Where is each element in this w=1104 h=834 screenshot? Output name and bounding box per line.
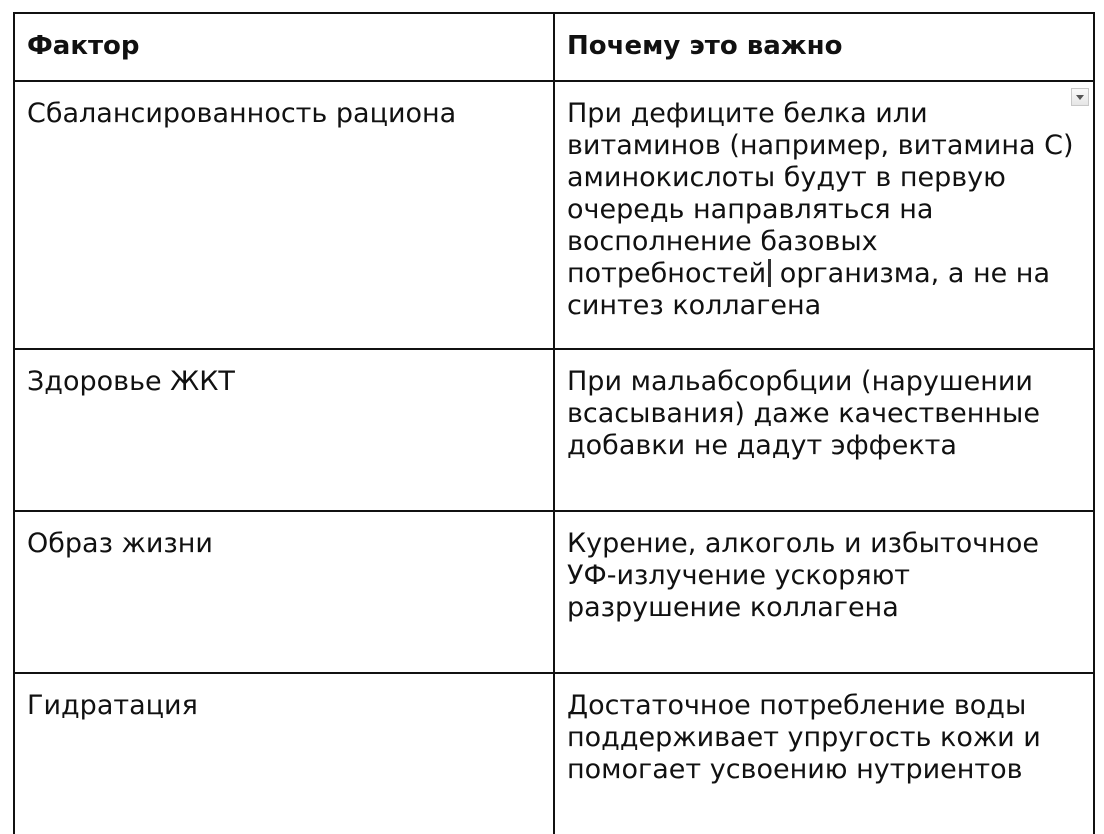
factor-cell[interactable]: Образ жизни xyxy=(14,511,554,673)
why-cell[interactable]: При мальабсорбции (нарушении всасывания) даже качественные добавки не дадут эффекта xyxy=(554,349,1094,511)
table-header-row xyxy=(14,13,1094,81)
why-cell[interactable] xyxy=(554,81,1094,349)
why-cell[interactable]: Курение, алкоголь и избыточное УФ-излучение ускоряют разрушение коллагена xyxy=(554,511,1094,673)
why-text: При дефиците белка или витаминов (например, витамина С) аминокислоты будут в первую очередь направляться на восполнение базовых потребностей xyxy=(567,98,1074,289)
table-row xyxy=(14,511,1094,673)
why-text-continued: организма, а не на синтез коллагена xyxy=(567,258,1050,321)
factor-cell[interactable]: Здоровье ЖКТ xyxy=(14,349,554,511)
header-why[interactable]: Почему это важно xyxy=(554,13,1094,81)
header-factor[interactable]: Фактор xyxy=(14,13,554,81)
chevron-down-icon[interactable] xyxy=(1071,88,1089,106)
table-row xyxy=(14,349,1094,511)
table-row xyxy=(14,81,1094,349)
table-row xyxy=(14,673,1094,834)
factor-cell[interactable]: Гидратация xyxy=(14,673,554,834)
factor-cell[interactable]: Сбалансированность рациона xyxy=(14,81,554,349)
why-cell[interactable]: Достаточное потребление воды поддерживает упругость кожи и помогает усвоению нутриентов xyxy=(554,673,1094,834)
factors-table xyxy=(13,12,1095,834)
